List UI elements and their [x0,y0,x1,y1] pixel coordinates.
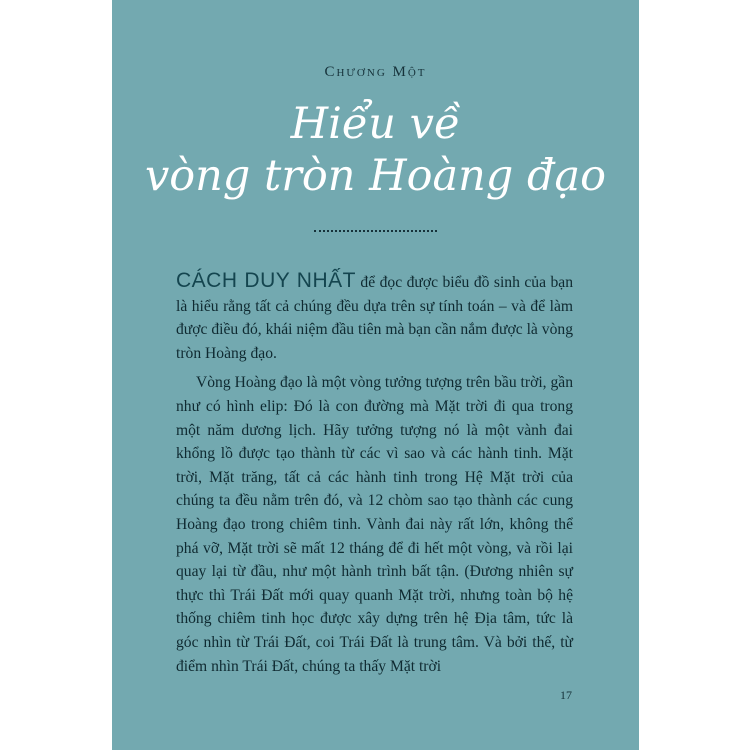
paragraph-1 [176,269,573,365]
paragraph-1-text: để đọc được biểu đồ sinh của bạn là hiểu rằng tất cả chúng đều dựa trên sự tính toán – và để làm được điều đó, khái niệm đầu tiên mà bạn cần nắm được là vòng tròn Hoàng đạo. [176,274,573,362]
book-page [112,0,639,750]
lead-in-caps: CÁCH DUY NHẤT [176,269,356,292]
chapter-title [112,98,639,202]
paragraph-2: Vòng Hoàng đạo là một vòng tưởng tượng trên bầu trời, gần như có hình elip: Đó là con đường mà Mặt trời đi qua trong một năm dương lịch. Hãy tưởng tượng nó là một vành đai khổng lồ được tạo thành từ các vì sao và các hành tinh. Mặt trời, Mặt trăng, tất cả các hành tinh trong Hệ Mặt trời của chúng ta đều nằm trên đó, và 12 chòm sao tạo thành các cung Hoàng đạo trong chiêm tinh. Vành đai này rất lớn, không thể phá vỡ, Mặt trời sẽ mất 12 tháng để đi hết một vòng, và rồi lại quay lại từ đầu, như một hành trình bất tận. (Đương nhiên sự thực thì Trái Đất mới quay quanh Mặt trời, nhưng toàn bộ hệ thống chiêm tinh học được xây dựng trên hệ Địa tâm, tức là góc nhìn từ Trái Đất, coi Trái Đất là trung tâm. Và bởi thế, từ điểm nhìn Trái Đất, chúng ta thấy Mặt trời [176,374,573,675]
chapter-label: Chương Một [324,64,427,80]
chapter-title-line-1: Hiểu về [290,99,461,149]
page-number: 17 [560,688,572,702]
body-text [176,269,573,678]
chapter-title-line-2: vòng tròn Hoàng đạo [144,151,607,201]
dotted-divider [314,230,437,236]
